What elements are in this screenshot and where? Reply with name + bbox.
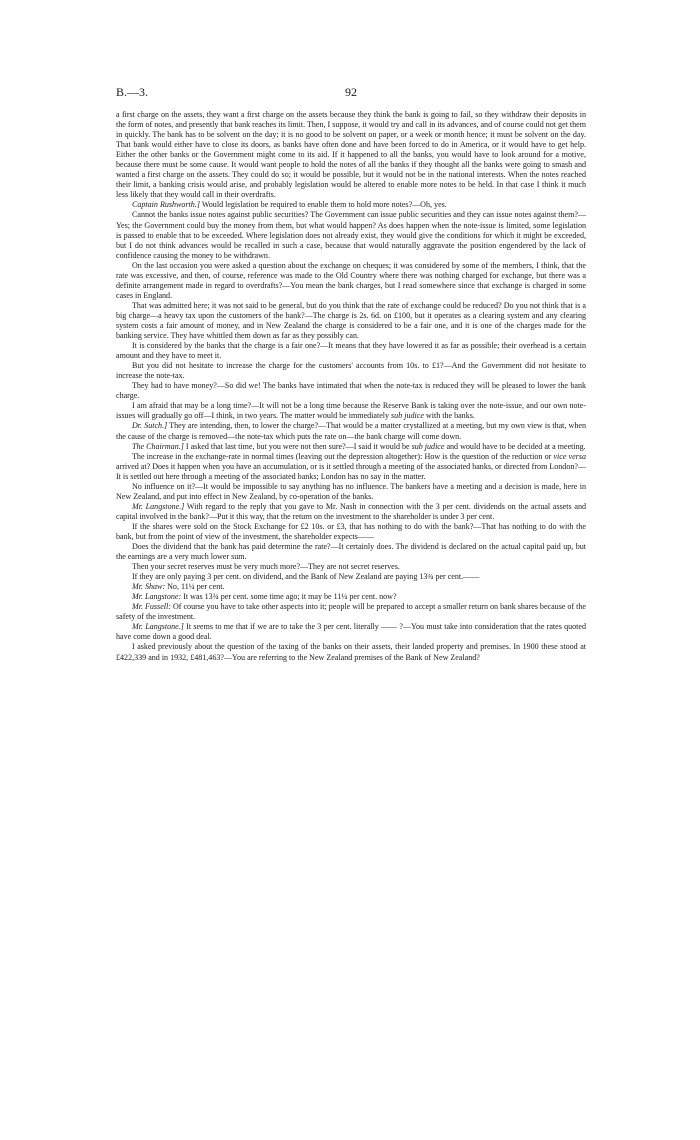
- paragraph: Mr. Langstone.] With regard to the reply that you gave to Mr. Nash in connection with the 3 per cent. dividends on the actual assets and capital involved in the bank?—Put it this way, that the return on the investment to the shareholder is under 3 per cent.: [116, 501, 586, 521]
- document-reference: B.—3.: [116, 85, 149, 99]
- speaker-label: Captain Rushworth.]: [132, 200, 200, 210]
- speaker-label: Mr. Langstone.]: [132, 501, 185, 511]
- paragraph: Then your secret reserves must be very much more?—They are not secret reserves.: [132, 562, 400, 572]
- paragraph: a first charge on the assets, they want a first charge on the assets because they think the bank is going to fail, so they withdraw their deposits in the form of notes, and presently that bank reaches its limit. Then, I suppose, it would try and call in its advances, and of course could not get them in quickly. The bank has to be solvent on the day; it is no good to be solvent on paper, or a week or month hence; it must be solvent on the day. That bank would either have to close its doors, as banks have often done and have been forced to do in America, or it would have to get help. Either the other banks or the Government might come to its aid. If it happened to all the banks, you would have to look around for a motive, because there must be some cause. It would want people to hold the notes of all the banks if they thought all the banks were going to smash and wanted a first charge on the assets. They could do so; it would be possible, but it would not be in the national interests. When the notes reached their limit, a banking crisis would arise, and probably legislation would be altered to enable more notes to be held. In that case I think it much less likely that they would call in their overdrafts.: [116, 110, 586, 200]
- speaker-label: Mr. Fussell:: [132, 602, 171, 612]
- paragraph: The Chairman.] I asked that last time, but you were not then sure?—I said it would be sub judice and would have to be decided at a meeting.: [132, 441, 586, 451]
- page-number: 92: [345, 85, 357, 99]
- paragraph: Mr. Shaw: No, 11¼ per cent.: [132, 582, 225, 592]
- speaker-label: Dr. Sutch.]: [132, 421, 168, 431]
- paragraph: Dr. Sutch.] They are intending, then, to lower the charge?—That would be a matter crystallized at a meeting, but my own view is that, when the cause of the charge is removed—the note-tax which puts the rate on—the bank charge will come down.: [116, 421, 586, 441]
- paragraph: Mr. Langstone: It was 13¾ per cent. some time ago; it may be 11¼ per cent. now?: [132, 592, 397, 602]
- speaker-label: Mr. Shaw:: [132, 582, 166, 592]
- paragraph: I am afraid that may be a long time?—It will not be a long time because the Reserve Bank is taking over the note-issue, and our own note-issues will gradually go off—I think, in two years. The matter would be immediately sub judice with the banks.: [116, 401, 586, 421]
- paragraph: On the last occasion you were asked a question about the exchange on cheques; it was considered by some of the members, I think, that the rate was excessive, and then, of course, reference was made to the Old Country where there was nothing charged for exchange, but there was a definite arrangement made in regard to overdrafts?—You mean the bank charges, but I read somewhere since that exchange is charged in some cases in England.: [116, 260, 586, 300]
- speaker-label: Mr. Langstone:: [132, 592, 182, 602]
- paragraph: The increase in the exchange-rate in normal times (leaving out the depression altogether): How is the question of the reduction or vice versa arrived at? Does it happen when you have an accumulation, or is it settled through a meeting of the associated banks, or directed from London?—It is settled out here through a meeting of the associated banks; London has no say in the matter.: [116, 451, 586, 481]
- paragraph: That was admitted here; it was not said to be general, but do you think that the rate of exchange could be reduced? Do you not think that is a big charge—a heavy tax upon the customers of the bank?—The charge is 2s. 6d. on £100, but it operates as a clearing system and any clearing system costs a fair amount of money, and in New Zealand the charge is considered to be a fair one, and it is one of the charges made for the banking service. They have whittled them down as far as they possibly can.: [116, 300, 586, 341]
- paragraph: It is considered by the banks that the charge is a fair one?—It means that they have lowered it as far as possible; their overhead is a certain amount and they have to meet it.: [116, 341, 586, 361]
- italic-phrase: vice versa: [553, 451, 586, 461]
- page-header: [116, 84, 586, 100]
- paragraph: I asked previously about the question of the taxing of the banks on their assets, their landed property and premises. In 1900 these stood at £422,339 and in 1932, £481,463?—You are referring to the New Zealand premises of the Bank of New Zealand?: [116, 642, 586, 662]
- page-body: [116, 110, 586, 663]
- paragraph: They had to have money?—So did we! The banks have intimated that when the note-tax is reduced they will be pleased to lower the bank charge.: [116, 381, 586, 401]
- paragraph: Mr. Fussell: Of course you have to take other aspects into it; people will be prepared to accept a smaller return on bank shares because of the safety of the investment.: [116, 602, 587, 622]
- paragraph: If the shares were sold on the Stock Exchange for £2 10s. or £3, that has nothing to do with the bank?—That has nothing to do with the bank, but from the point of view of the investment, the shareholder expects——: [116, 521, 586, 541]
- speaker-label: The Chairman.]: [132, 441, 184, 451]
- paragraph: If they are only paying 3 per cent. on dividend, and the Bank of New Zealand are paying 13¾ per cent.——: [132, 572, 480, 582]
- italic-phrase: sub judice: [411, 441, 445, 451]
- paragraph: But you did not hesitate to increase the charge for the customers' accounts from 10s. to £1?—And the Government did not hesitate to increase the note-tax.: [116, 361, 586, 381]
- italic-phrase: sub judice: [391, 411, 424, 421]
- paragraph: No influence on it?—It would be impossible to say anything has no influence. The bankers have a meeting and a decision is made, here in New Zealand, and put into effect in New Zealand, by co-operation of the banks.: [116, 481, 586, 501]
- paragraph: Cannot the banks issue notes against public securities? The Government can issue public securities and they can issue notes against them?—Yes; the Government could buy the money from them, but what would happen? As does happen when the note-issue is limited, some legislation is passed to enable that to be exceeded. Where legislation does not already exist, they would give the conditions for which it might be exceeded, but I do not think advances would be recalled in such a case, because that would naturally aggravate the position engendered by the lack of confidence causing the money to be withdrawn.: [116, 210, 586, 260]
- paragraph: Mr. Langstone.] It seems to me that if we are to take the 3 per cent. literally —— ?—You must take into consideration that the rates quoted have come down a good deal.: [116, 622, 586, 642]
- speaker-label: Mr. Langstone.]: [132, 622, 184, 632]
- paragraph: Captain Rushworth.] Would legislation be required to enable them to hold more notes?—Oh, yes.: [132, 200, 447, 210]
- paragraph: Does the dividend that the bank has paid determine the rate?—It certainly does. The dividend is declared on the actual capital paid up, but the earnings are a very much lower sum.: [116, 542, 586, 562]
